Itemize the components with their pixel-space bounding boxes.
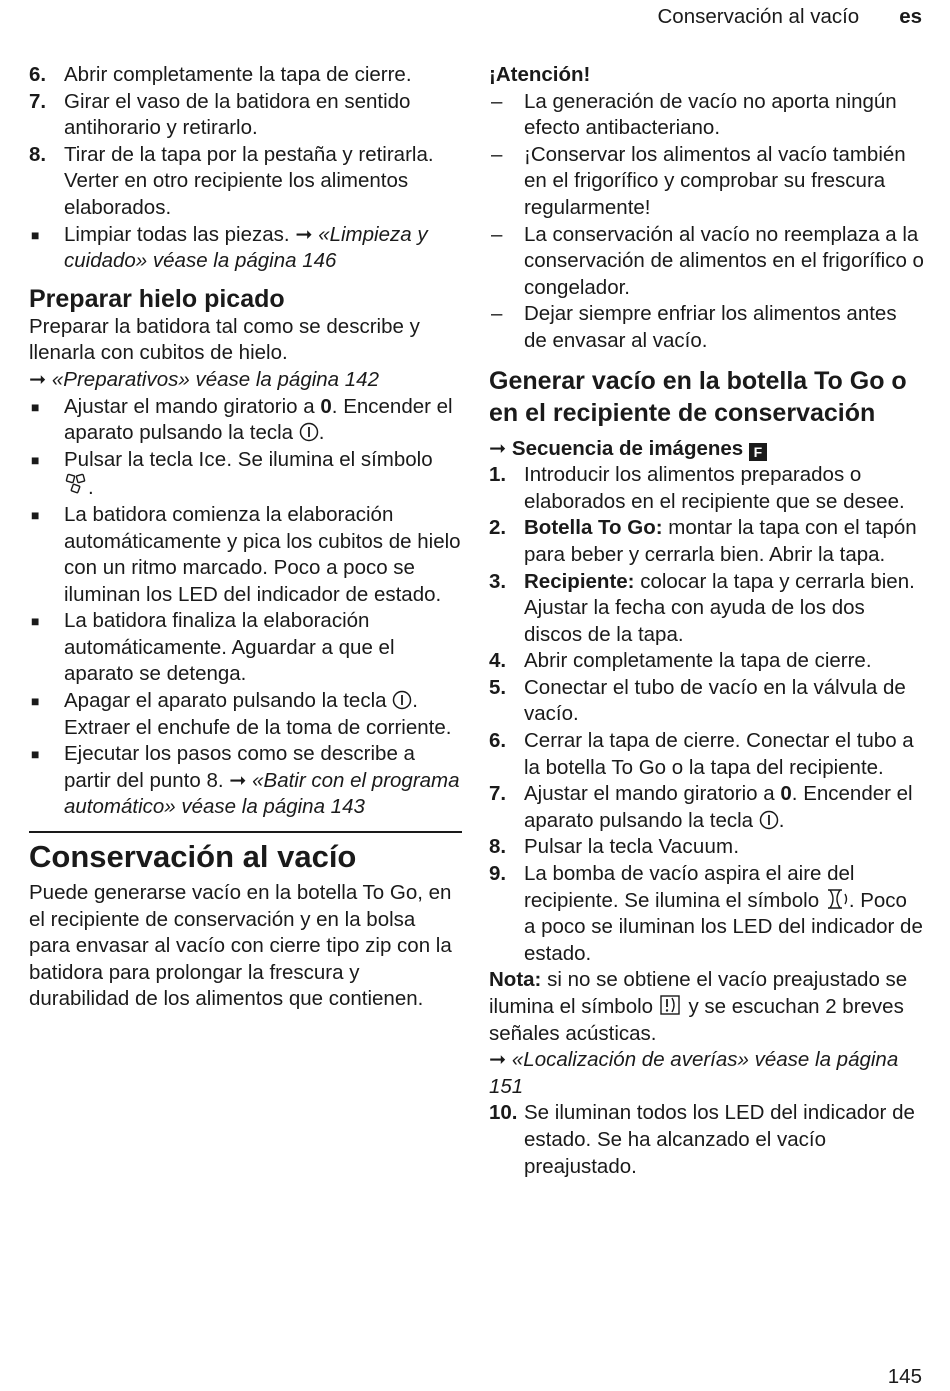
square-bullet-icon: ■	[31, 451, 40, 468]
hielo-bullet-5: ■ Apagar el aparato pulsando la tecla . Extraer el enchufe de la toma de corriente.	[31, 689, 452, 739]
vac-step-2: 2. Botella To Go: montar la tapa con el tapón para beber y cerrarla bien. Abrir la tapa.	[489, 516, 917, 566]
square-bullet-icon: ■	[31, 398, 40, 415]
ice-cubes-icon	[64, 473, 88, 497]
attention-item-1: – La generación de vacío no aporta ningún efecto antibacteriano.	[491, 89, 897, 140]
vac-step-6: 6. Cerrar la tapa de cierre. Conectar el tubo a la botella To Go o la tapa del recipiente.	[489, 729, 914, 779]
vac-step-9: 9. La bomba de vacío aspira el aire del recipiente. Se ilumina el símbolo . Poco a poco se iluminan los LED del indicador de estado.	[489, 862, 923, 965]
vac-step-10: 10. Se iluminan todos los LED del indicador de estado. Se ha alcanzado el vacío preajustado.	[489, 1101, 915, 1178]
hielo-bullet-6: ■ Ejecutar los pasos como se describe a partir del punto 8. ➞ «Batir con el programa automático» véase la página 143	[31, 742, 460, 819]
attention-heading: ¡Atención!	[489, 63, 591, 86]
note-paragraph: Nota: si no se obtiene el vacío preajustado se ilumina el símbolo y se escuchan 2 breves señales acústicas.	[489, 968, 908, 1045]
note-ref	[489, 1047, 924, 1100]
vacuum-error-icon	[659, 994, 683, 1016]
vacuum-symbol-icon	[825, 888, 849, 910]
right-column	[489, 62, 924, 1180]
clean-bullet: ■ Limpiar todas las piezas. ➞ «Limpieza y cuidado» véase la página 146	[31, 222, 428, 273]
vac-step-8: 8. Pulsar la tecla Vacuum.	[489, 835, 740, 859]
attention-item-4: – Dejar siempre enfriar los alimentos antes de envasar al vacío.	[491, 302, 897, 352]
vac-step-5: 5. Conectar el tubo de vacío en la válvula de vacío.	[489, 675, 906, 726]
arrow-right-icon: ➞	[489, 436, 507, 460]
square-bullet-icon: ■	[31, 746, 40, 763]
cross-reference-link[interactable]: «Preparativos» véase la página 142	[51, 367, 379, 391]
vac-step-4: 4. Abrir completamente la tapa de cierre.	[489, 649, 872, 673]
hielo-bullet-3: ■ La batidora comienza la elaboración automáticamente y pica los cubitos de hielo con un ritmo marcado. Poco a poco se iluminan los LED del indicador de estado.	[31, 502, 461, 606]
step-6: 6. Abrir completamente la tapa de cierre.	[29, 63, 412, 86]
arrow-right-icon: ➞	[29, 367, 47, 391]
header-section-title: Conservación al vacío	[657, 5, 860, 28]
attention-item-3: – La conservación al vacío no reemplaza a la conservación de alimentos en el frigorífico o congelador.	[491, 222, 924, 299]
vac-step-3: 3. Recipiente: colocar la tapa y cerrarla bien. Ajustar la fecha con ayuda de los dos discos de la tapa.	[489, 569, 915, 646]
arrow-right-icon: ➞	[295, 222, 313, 246]
hielo-intro: Preparar la batidora tal como se describe y llenarla con cubitos de hielo.	[29, 314, 420, 365]
arrow-right-icon: ➞	[229, 768, 247, 792]
hielo-bullet-1: ■ Ajustar el mando giratorio a 0. Encender el aparato pulsando la tecla .	[31, 394, 453, 445]
square-bullet-icon: ■	[31, 693, 40, 710]
left-column	[29, 62, 462, 1013]
step-7: 7. Girar el vaso de la batidora en sentido antihorario y retirarlo.	[29, 89, 411, 140]
page-number: 145	[887, 1365, 922, 1389]
cross-reference-link[interactable]: «Localización de averías» véase la página 151	[489, 1048, 899, 1098]
section-heading-vacio: Conservación al vacío	[29, 839, 357, 875]
step-8: 8. Tirar de la tapa por la pestaña y retirarla. Verter en otro recipiente los alimentos elaborados.	[29, 142, 434, 219]
section-heading-generar: Generar vacío en la botella To Go o en el recipiente de conservación	[489, 366, 907, 427]
vac-step-1: 1. Introducir los alimentos preparados o elaborados en el recipiente que se desee.	[489, 463, 905, 513]
section-heading-hielo: Preparar hielo picado	[29, 284, 285, 313]
hielo-bullet-4: ■ La batidora finaliza la elaboración automáticamente. Aguardar a que el aparato se detenga.	[31, 609, 395, 686]
image-sequence-ref: ➞ Secuencia de imágenes F	[489, 436, 924, 463]
cross-reference-link[interactable]: «Batir con el programa automático» véase la página 143	[64, 768, 460, 819]
square-bullet-icon: ■	[31, 613, 40, 630]
vacio-intro: Puede generarse vacío en la botella To Go, en el recipiente de conservación y en la bolsa para envasar al vacío con cierre tipo zip con la batidora para prolongar la frescura y durabilidad de los alimentos que contienen.	[29, 881, 452, 1011]
power-button-icon	[759, 810, 779, 830]
square-bullet-icon: ■	[31, 506, 40, 523]
vacuum-key-label: Vacuum	[658, 835, 734, 859]
power-button-icon	[392, 690, 412, 710]
vac-step-7: 7. Ajustar el mando giratorio a 0. Encender el aparato pulsando la tecla .	[489, 782, 913, 832]
figure-letter-badge: F	[749, 443, 767, 461]
ice-key-label: Ice	[198, 447, 227, 471]
attention-item-2: – ¡Conservar los alimentos al vacío también en el frigorífico y comprobar su frescura regularmente!	[491, 142, 906, 219]
section-divider	[29, 831, 462, 833]
language-code: es	[899, 5, 922, 28]
hielo-intro-ref	[29, 367, 462, 394]
page-header	[658, 4, 923, 31]
hielo-bullet-2: ■ Pulsar la tecla Ice. Se ilumina el símbolo .	[31, 447, 433, 500]
square-bullet-icon: ■	[31, 226, 40, 243]
cross-reference-link[interactable]: «Limpieza y cuidado» véase la página 146	[64, 222, 428, 273]
power-button-icon	[299, 422, 319, 442]
arrow-right-icon: ➞	[489, 1048, 507, 1072]
